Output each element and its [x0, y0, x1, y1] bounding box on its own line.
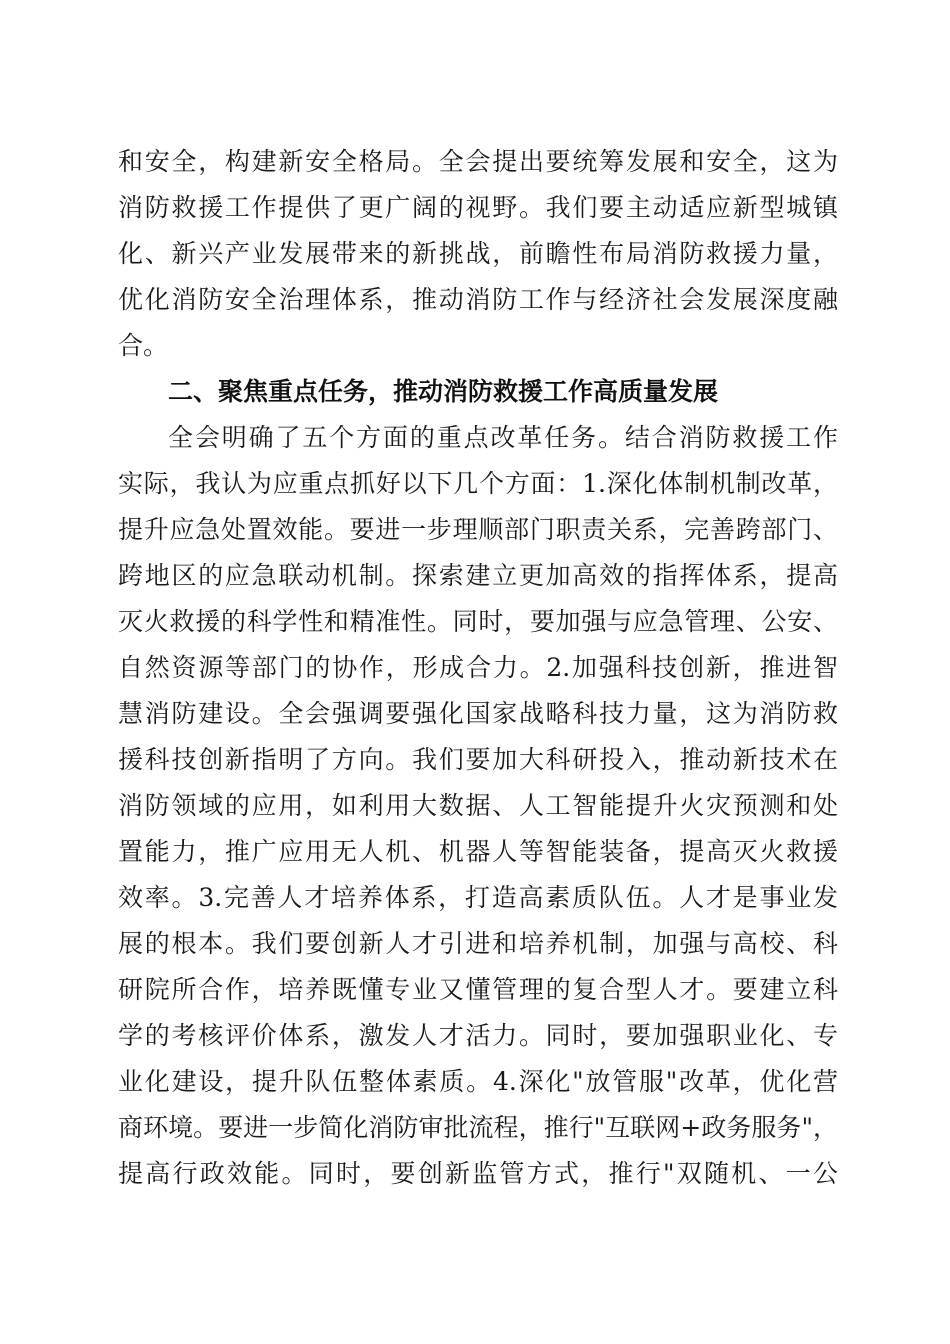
paragraph-2-line-4: 跨地区的应急联动机制。探索建立更加高效的指挥体系，提高	[118, 561, 838, 590]
paragraph-2-line-8: 援科技创新指明了方向。我们要加大科研投入，推动新技术在	[118, 745, 838, 774]
paragraph-1-line-1: 和安全，构建新安全格局。全会提出要统筹发展和安全，这为	[118, 147, 838, 176]
paragraph-2-line-16: 商环境。要进一步简化消防审批流程，推行"互联网+政务服务"，	[118, 1113, 838, 1142]
paragraph-2-line-10: 置能力，推广应用无人机、机器人等智能装备，提高灭火救援	[118, 837, 838, 866]
paragraph-1-line-4: 优化消防安全治理体系，推动消防工作与经济社会发展深度融	[118, 285, 838, 314]
paragraph-2-line-3: 提升应急处置效能。要进一步理顺部门职责关系，完善跨部门、	[118, 515, 838, 544]
paragraph-2-line-17: 提高行政效能。同时，要创新监管方式，推行"双随机、一公	[118, 1159, 838, 1188]
paragraph-2-line-2: 实际，我认为应重点抓好以下几个方面：1.深化体制机制改革，	[118, 469, 838, 498]
section-heading: 二、聚焦重点任务，推动消防救援工作高质量发展	[168, 377, 719, 406]
paragraph-2-line-9: 消防领域的应用，如利用大数据、人工智能提升火灾预测和处	[118, 791, 838, 820]
paragraph-2-line-13: 研院所合作，培养既懂专业又懂管理的复合型人才。要建立科	[118, 975, 838, 1004]
paragraph-2-line-7: 慧消防建设。全会强调要强化国家战略科技力量，这为消防救	[118, 699, 838, 728]
paragraph-1-line-3: 化、新兴产业发展带来的新挑战，前瞻性布局消防救援力量，	[118, 239, 838, 268]
paragraph-2-line-15: 业化建设，提升队伍整体素质。4.深化"放管服"改革，优化营	[118, 1067, 838, 1096]
paragraph-2-line-5: 灭火救援的科学性和精准性。同时，要加强与应急管理、公安、	[118, 607, 838, 636]
paragraph-1-line-5: 合。	[118, 331, 169, 360]
paragraph-2-line-6: 自然资源等部门的协作，形成合力。2.加强科技创新，推进智	[118, 653, 838, 682]
paragraph-2-line-1: 全会明确了五个方面的重点改革任务。结合消防救援工作	[168, 423, 838, 452]
paragraph-2-line-11: 效率。3.完善人才培养体系，打造高素质队伍。人才是事业发	[118, 883, 838, 912]
paragraph-1-line-2: 消防救援工作提供了更广阔的视野。我们要主动适应新型城镇	[118, 193, 838, 222]
paragraph-2-line-12: 展的根本。我们要创新人才引进和培养机制，加强与高校、科	[118, 929, 838, 958]
paragraph-2-line-14: 学的考核评价体系，激发人才活力。同时，要加强职业化、专	[118, 1021, 838, 1050]
